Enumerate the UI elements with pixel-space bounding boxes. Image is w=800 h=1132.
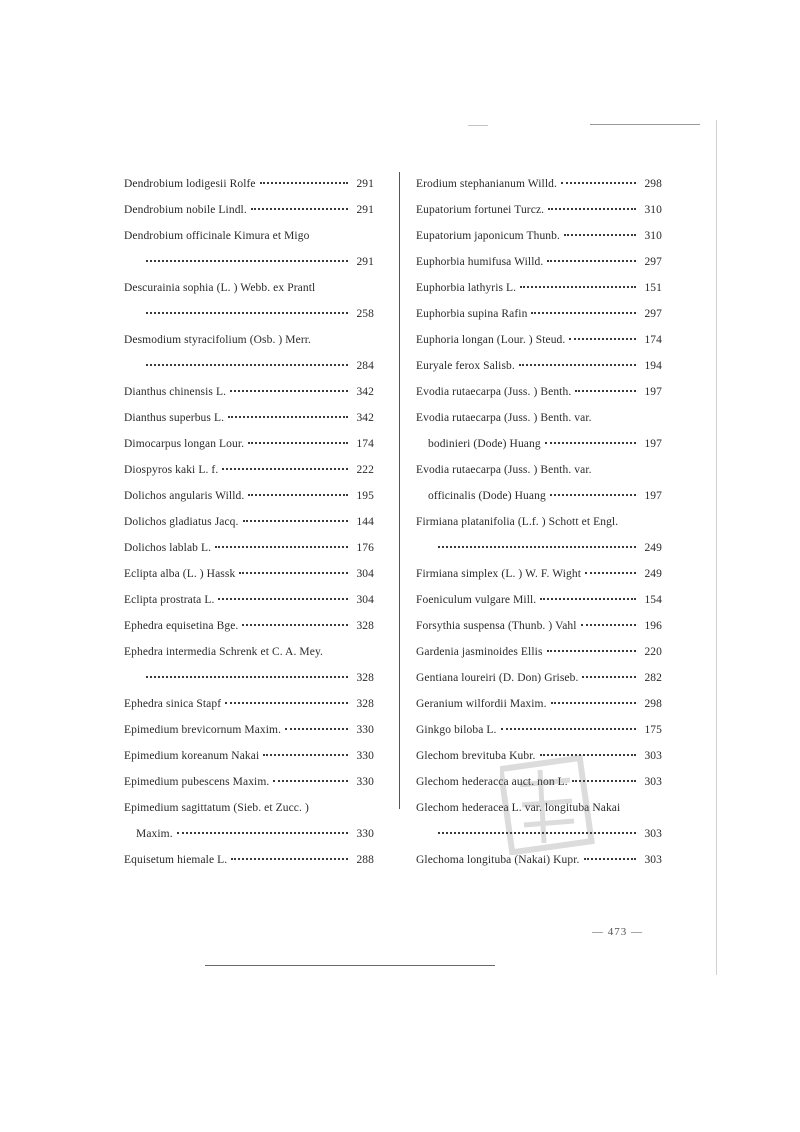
- page-number: 303: [644, 828, 662, 840]
- species-name: Epimedium koreanum Nakai: [124, 750, 260, 762]
- leader-dots: [540, 598, 636, 600]
- species-name: Descurainia sophia (L. ) Webb. ex Prantl: [124, 282, 316, 294]
- index-entry: [124, 198, 374, 224]
- leader-dots: [146, 312, 348, 314]
- scan-artifact-top: [590, 124, 700, 125]
- index-entry: [124, 510, 374, 536]
- leader-dots: [248, 442, 348, 444]
- leader-dots: [218, 598, 348, 600]
- leader-dots: [547, 260, 636, 262]
- species-name: Geranium wilfordii Maxim.: [416, 698, 547, 710]
- species-name: Ephedra equisetina Bge.: [124, 620, 239, 632]
- leader-dots: [248, 494, 348, 496]
- page-number: 249: [644, 568, 662, 580]
- leader-dots: [273, 780, 348, 782]
- index-entry: [416, 588, 662, 614]
- page-number: 282: [644, 672, 662, 684]
- index-entry: [124, 484, 374, 510]
- page-number: 303: [644, 750, 662, 762]
- leader-dots: [251, 208, 348, 210]
- leader-dots: [263, 754, 348, 756]
- leader-dots: [146, 676, 348, 678]
- index-entry: [124, 406, 374, 432]
- leader-dots: [146, 260, 348, 262]
- leader-dots: [285, 728, 348, 730]
- species-name: Gentiana loureiri (D. Don) Griseb.: [416, 672, 579, 684]
- species-name: Foeniculum vulgare Mill.: [416, 594, 537, 606]
- leader-dots: [545, 442, 636, 444]
- index-entry: [416, 354, 662, 380]
- index-entry: [416, 692, 662, 718]
- species-name: Evodia rutaecarpa (Juss. ) Benth.: [416, 386, 572, 398]
- leader-dots: [225, 702, 348, 704]
- species-name: Euphorbia lathyris L.: [416, 282, 517, 294]
- leader-dots: [243, 520, 348, 522]
- leader-dots: [260, 182, 348, 184]
- index-entry: [416, 510, 662, 562]
- page-number: 197: [644, 438, 662, 450]
- species-name: Euryale ferox Salisb.: [416, 360, 515, 372]
- species-name: Dimocarpus longan Lour.: [124, 438, 245, 450]
- leader-dots: [585, 572, 636, 574]
- leader-dots: [531, 312, 636, 314]
- page-number: 330: [356, 828, 374, 840]
- species-name: Glechom hederacea L. var. longituba Nakai: [416, 802, 621, 814]
- species-name: Desmodium styracifolium (Osb. ) Merr.: [124, 334, 312, 346]
- leader-dots: [222, 468, 348, 470]
- page-number: 197: [644, 386, 662, 398]
- index-entry: [124, 744, 374, 770]
- page-number: 174: [644, 334, 662, 346]
- leader-dots: [242, 624, 348, 626]
- page-number: 342: [356, 412, 374, 424]
- index-entry: [416, 406, 662, 458]
- index-entry: [416, 224, 662, 250]
- species-name: Dolichos gladiatus Jacq.: [124, 516, 239, 528]
- index-entry: [124, 224, 374, 276]
- index-entry: [124, 796, 374, 848]
- index-entry: [416, 250, 662, 276]
- species-name: Dianthus superbus L.: [124, 412, 225, 424]
- page-number: 249: [644, 542, 662, 554]
- index-entry: [124, 328, 374, 380]
- leader-dots: [438, 546, 636, 548]
- page-number: 310: [644, 204, 662, 216]
- index-entry: [124, 848, 374, 874]
- leader-dots: [550, 494, 636, 496]
- page-number: 328: [356, 698, 374, 710]
- page-number: 328: [356, 672, 374, 684]
- page-number: 291: [356, 256, 374, 268]
- page-number: 330: [356, 776, 374, 788]
- page-number: 151: [644, 282, 662, 294]
- page-number: 222: [356, 464, 374, 476]
- index-entry: [124, 718, 374, 744]
- species-name: Diospyros kaki L. f.: [124, 464, 219, 476]
- species-name: Firmiana platanifolia (L.f. ) Schott et Engl.: [416, 516, 619, 528]
- page-number: 303: [644, 776, 662, 788]
- page-number: 304: [356, 594, 374, 606]
- scan-artifact-bottom: [205, 965, 495, 966]
- index-entry: [124, 692, 374, 718]
- page-number: 330: [356, 724, 374, 736]
- species-name: Eclipta alba (L. ) Hassk: [124, 568, 236, 580]
- species-name: Epimedium sagittatum (Sieb. et Zucc. ): [124, 802, 309, 814]
- page-number: 195: [356, 490, 374, 502]
- page-number: 330: [356, 750, 374, 762]
- species-name: Epimedium brevicornum Maxim.: [124, 724, 282, 736]
- species-name: Ephedra sinica Stapf: [124, 698, 222, 710]
- leader-dots: [146, 364, 348, 366]
- page-number: 304: [356, 568, 374, 580]
- index-entry: [124, 432, 374, 458]
- leader-dots: [501, 728, 637, 730]
- index-entry: [416, 198, 662, 224]
- index-entry: [416, 614, 662, 640]
- page-number: 284: [356, 360, 374, 372]
- species-name: Glechom brevituba Kubr.: [416, 750, 536, 762]
- species-name: Dendrobium officinale Kimura et Migo: [124, 230, 310, 242]
- page-number: 328: [356, 620, 374, 632]
- index-entry: [416, 640, 662, 666]
- leader-dots: [564, 234, 636, 236]
- species-name-cont: Maxim.: [136, 828, 173, 840]
- column-divider: [399, 172, 400, 809]
- index-entry: [124, 614, 374, 640]
- leader-dots: [231, 858, 348, 860]
- index-entry: [124, 770, 374, 796]
- page-number: 310: [644, 230, 662, 242]
- species-name-cont: officinalis (Dode) Huang: [428, 490, 546, 502]
- leader-dots: [547, 650, 636, 652]
- species-name-cont: bodinieri (Dode) Huang: [428, 438, 541, 450]
- index-entry: [416, 302, 662, 328]
- page-number: 297: [644, 308, 662, 320]
- page-number: 342: [356, 386, 374, 398]
- species-name: Euphorbia supina Rafin: [416, 308, 528, 320]
- leader-dots: [548, 208, 636, 210]
- species-name: Evodia rutaecarpa (Juss. ) Benth. var.: [416, 464, 592, 476]
- species-name: Ephedra intermedia Schrenk et C. A. Mey.: [124, 646, 324, 658]
- index-entry: [416, 172, 662, 198]
- leader-dots: [575, 390, 636, 392]
- index-entry: [124, 172, 374, 198]
- leader-dots: [230, 390, 348, 392]
- species-name: Dendrobium lodigesii Rolfe: [124, 178, 256, 190]
- species-name: Eupatorium japonicum Thunb.: [416, 230, 560, 242]
- species-name: Dianthus chinensis L.: [124, 386, 227, 398]
- library-stamp-watermark: [500, 755, 595, 855]
- leader-dots: [519, 364, 636, 366]
- species-name: Erodium stephanianum Willd.: [416, 178, 557, 190]
- index-entry: [416, 328, 662, 354]
- page-number: 220: [644, 646, 662, 658]
- leader-dots: [520, 286, 636, 288]
- page-number: 154: [644, 594, 662, 606]
- index-entry: [416, 458, 662, 510]
- leader-dots: [561, 182, 636, 184]
- page-number: 291: [356, 204, 374, 216]
- leader-dots: [239, 572, 348, 574]
- leader-dots: [551, 702, 636, 704]
- index-entry: [124, 276, 374, 328]
- scan-artifact-top-short: [468, 125, 488, 126]
- page-number: 197: [644, 490, 662, 502]
- index-entry: [124, 640, 374, 692]
- species-name: Glechom hederacca auct. non L.: [416, 776, 568, 788]
- leader-dots: [582, 676, 636, 678]
- page-number: 288: [356, 854, 374, 866]
- index-entry: [416, 666, 662, 692]
- species-name: Dolichos angularis Willd.: [124, 490, 245, 502]
- species-name: Evodia rutaecarpa (Juss. ) Benth. var.: [416, 412, 592, 424]
- page-number: 174: [356, 438, 374, 450]
- index-entry: [124, 562, 374, 588]
- page-number: 196: [644, 620, 662, 632]
- index-entry: [416, 562, 662, 588]
- page-number: 176: [356, 542, 374, 554]
- page-number: 298: [644, 178, 662, 190]
- page-number: 258: [356, 308, 374, 320]
- leader-dots: [215, 546, 348, 548]
- species-name: Forsythia suspensa (Thunb. ) Vahl: [416, 620, 577, 632]
- species-name: Dolichos lablab L.: [124, 542, 212, 554]
- page-number: 194: [644, 360, 662, 372]
- species-name: Glechoma longituba (Nakai) Kupr.: [416, 854, 580, 866]
- species-name: Euphoria longan (Lour. ) Steud.: [416, 334, 566, 346]
- index-entry: [124, 588, 374, 614]
- index-entry: [416, 718, 662, 744]
- index-entry: [124, 536, 374, 562]
- leader-dots: [228, 416, 348, 418]
- page-number: 303: [644, 854, 662, 866]
- species-name: Euphorbia humifusa Willd.: [416, 256, 544, 268]
- leader-dots: [177, 832, 348, 834]
- page-number: 291: [356, 178, 374, 190]
- species-name: Dendrobium nobile Lindl.: [124, 204, 247, 216]
- page-edge: [716, 120, 717, 975]
- index-entry: [124, 458, 374, 484]
- species-name: Firmiana simplex (L. ) W. F. Wight: [416, 568, 582, 580]
- index-entry: [416, 276, 662, 302]
- page-number-footer: — 473 —: [592, 926, 643, 938]
- index-entry: [416, 380, 662, 406]
- species-name: Epimedium pubescens Maxim.: [124, 776, 270, 788]
- species-name: Equisetum hiemale L.: [124, 854, 228, 866]
- species-name: Eclipta prostrata L.: [124, 594, 215, 606]
- page-number: 175: [644, 724, 662, 736]
- page-number: 297: [644, 256, 662, 268]
- page-number: 144: [356, 516, 374, 528]
- index-column-left: [124, 172, 374, 874]
- page-number: 298: [644, 698, 662, 710]
- species-name: Ginkgo biloba L.: [416, 724, 497, 736]
- species-name: Gardenia jasminoides Ellis: [416, 646, 543, 658]
- leader-dots: [581, 624, 636, 626]
- leader-dots: [569, 338, 636, 340]
- species-name: Eupatorium fortunei Turcz.: [416, 204, 545, 216]
- index-entry: [124, 380, 374, 406]
- leader-dots: [584, 858, 636, 860]
